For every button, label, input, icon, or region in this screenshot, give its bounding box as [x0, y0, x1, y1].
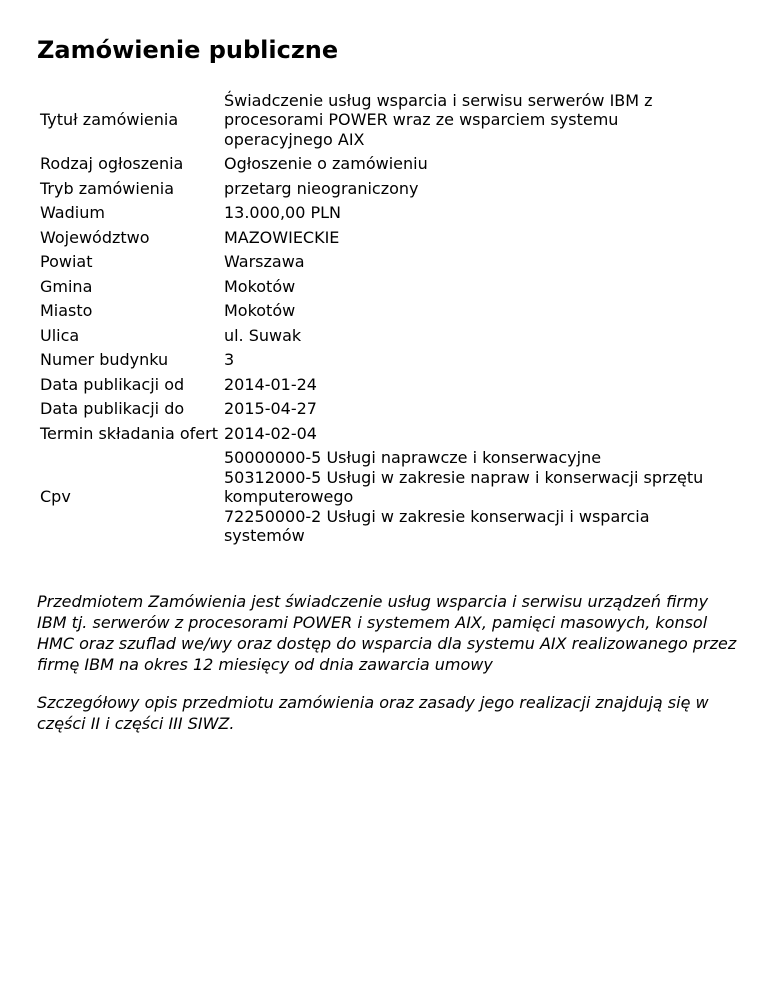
table-row — [37, 372, 714, 397]
row-label: Wadium — [40, 203, 105, 222]
row-value: 2015-04-27 — [223, 399, 317, 418]
cpv-item: 50312000-5 Usługi w zakresie napraw i konserwacji sprzętu komputerowego — [223, 467, 704, 506]
cpv-item: 72250000-2 Usługi w zakresie konserwacji i wsparcia systemów — [223, 506, 650, 545]
row-value: MAZOWIECKIE — [223, 227, 340, 247]
cpv-list — [221, 446, 714, 549]
row-value: Świadczenie usług wsparcia i serwisu serwerów IBM z procesorami POWER wraz ze wsparciem systemu operacyjnego AIX — [223, 90, 653, 149]
page-title: Zamówienie publiczne — [37, 36, 339, 64]
table-row — [37, 250, 714, 275]
table-row — [37, 274, 714, 299]
description-paragraph: Szczegółowy opis przedmiotu zamówienia oraz zasady jego realizacji znajdują się w części II i części III SIWZ. — [37, 693, 709, 733]
table-row — [37, 421, 714, 446]
row-value: Ogłoszenie o zamówieniu — [223, 154, 428, 173]
row-label: Rodzaj ogłoszenia — [40, 154, 184, 173]
table-row — [37, 201, 714, 226]
row-label: Gmina — [40, 276, 93, 296]
table-row — [37, 446, 714, 549]
row-label: Cpv — [40, 487, 71, 506]
table-row — [37, 397, 714, 422]
description-paragraph: Przedmiotem Zamówienia jest świadczenie usług wsparcia i serwisu urządzeń firmy IBM tj. serwerów z procesorami POWER i systemem AIX, pamięci masowych, konsol HMC oraz szuflad we/wy oraz dostęp do wsparcia dla systemu AIX realizowanego przez firmę IBM na okres 12 miesięcy od dnia zawarcia umowy — [37, 592, 737, 674]
table-row — [37, 348, 714, 373]
row-value: przetarg nieograniczony — [223, 178, 419, 198]
row-label: Numer budynku — [40, 350, 169, 369]
row-value: Mokotów — [223, 301, 296, 320]
row-value: ul. Suwak — [223, 325, 302, 345]
row-label: Data publikacji od — [40, 374, 185, 394]
row-label: Powiat — [40, 252, 93, 271]
row-label: Tryb zamówienia — [40, 178, 175, 198]
row-label: Miasto — [40, 301, 93, 320]
row-value: 13.000,00 PLN — [223, 203, 342, 222]
row-label: Ulica — [40, 325, 80, 345]
table-row — [37, 152, 714, 177]
row-value: 3 — [223, 350, 235, 369]
row-label: Termin składania ofert — [40, 423, 218, 443]
table-row — [37, 176, 714, 201]
row-value: 2014-02-04 — [223, 423, 317, 443]
row-value: Mokotów — [223, 276, 296, 296]
cpv-item: 50000000-5 Usługi naprawcze i konserwacyjne — [223, 448, 602, 467]
table-row — [37, 88, 714, 152]
row-label: Tytuł zamówienia — [40, 110, 179, 129]
row-label: Data publikacji do — [40, 399, 185, 418]
table-row — [37, 299, 714, 324]
table-row — [37, 225, 714, 250]
details-table — [37, 88, 714, 548]
table-row — [37, 323, 714, 348]
row-value: 2014-01-24 — [223, 374, 317, 394]
row-label: Województwo — [40, 227, 150, 247]
row-value: Warszawa — [223, 252, 305, 271]
